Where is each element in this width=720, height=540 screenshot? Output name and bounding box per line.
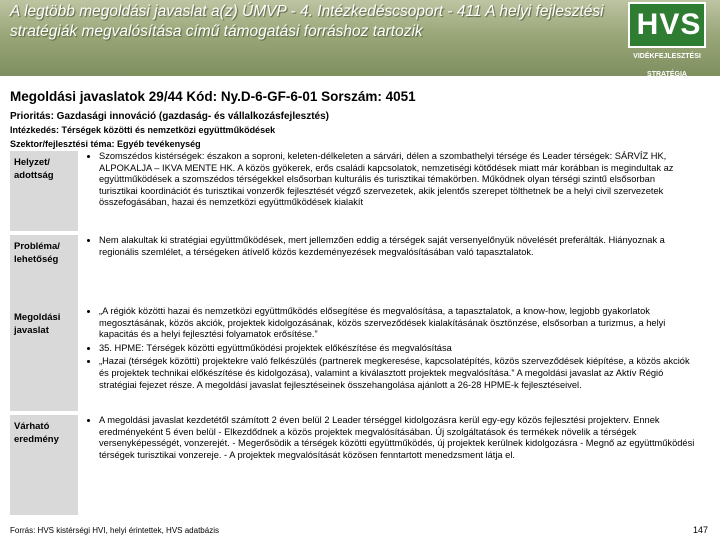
page-title: Megoldási javaslatok 29/44 Kód: Ny.D-6-GF-6-01 Sorszám: 4051	[10, 89, 416, 104]
bullet-item: • Nem alakultak ki stratégiai együttműködések, mert jellemzően eddig a térségek saját versenyelőnyük növelését preferálták. Hiányoznak a regionális szemlélet, a térségeken átívelő közös kezdeményezések megvalósításában való tapasztalatok.	[99, 235, 695, 258]
row-label: Várható eredmény	[10, 415, 78, 515]
row-content	[85, 415, 695, 463]
logo-caption: VIDÉKFEJLESZTÉSI STRATÉGIA	[633, 53, 701, 78]
source-footer: Forrás: HVS kistérségi HVI, helyi érintettek, HVS adatbázis	[10, 526, 219, 535]
header-banner	[0, 0, 720, 76]
logo-box	[628, 2, 706, 48]
bullet-item: • „Hazai (térségek közötti) projektekre való felkészülés (partnerek megkeresése, kapcsolatépítés, közös szerveződések kiépítése, a közös akciók és projektek technikai előkészítése és kidolgozása), valamint a kiválasztott projektek megvalósítása.” A megoldási javaslat az Aktív Régió stratégiai fejezet része. A megoldási javaslat fejlesztéseinek összehangolása ajánlott a 26-28 HPME-k fejlesztéseivel.	[99, 356, 695, 391]
row-content	[85, 235, 695, 260]
header-title: A legtöbb megoldási javaslat a(z) ÚMVP - 4. Intézkedéscsoport - 411 A helyi fejlesztési stratégiák megvalósítása című támogatási forráshoz tartozik	[10, 3, 604, 40]
row-content	[85, 151, 695, 211]
row-content	[85, 306, 695, 393]
page-number: 147	[692, 525, 708, 535]
row-label: Megoldási javaslat	[10, 306, 78, 411]
hvs-logo	[628, 2, 706, 78]
bullet-item: • Szomszédos kistérségek: északon a soproni, keleten-délkeleten a sárvári, délen a szombathelyi térsége és Leader térségek: SÁRVÍZ HK, ALPOKALJA – IKVA MENTE HK. A közös gyökerek, erős családi kapcsolatok, nemzetiségi kötődések miatt már korábban is megindultak az együttműködések a szomszédos térségekkel elsősorban kulturális és turisztikai témakörben. Működnek olyan térségi szintű elsősorban turisztikai koordinációt és turisztikai vonzerők fejlesztését végző szervezetek, akik jelentős szerepet tölthetnek be a helyi civil szervezetek összefogásában, hazai és nemzetközi együttműködések kialakít	[99, 151, 695, 209]
measure-line: Intézkedés: Térségek közötti és nemzetközi együttműködések	[10, 125, 276, 135]
bullet-item: • 35. HPME: Térségek közötti együttműködési projektek előkészítése és megvalósítása	[99, 343, 695, 355]
bullet-item: • A megoldási javaslat kezdetétől számított 2 éven belül 2 Leader térséggel kidolgozásra kerül egy-egy közös fejlesztési projekterv. Ennek eredményeként 5 éven belül - Elkezdődnek a közös projektek megvalósításában. Új szolgáltatások és termékek növelik a térségek versenyképességét, vonzerejét. - Megerősödik a térségek közötti együttműködés, új projektek kerülnek kidolgozásra - Megnő az együttműködési térségek turisztikai vonzereje. - A projektek megvalósítását közösen fenntartott menedzsment látja el.	[99, 415, 695, 461]
logo-letters: HVS	[636, 8, 702, 41]
bullet-item: • „A régiók közötti hazai és nemzetközi együttműködés elősegítése és megvalósítása, a tapasztalatok, a know-how, legjobb gyakorlatok megosztásának, közös akciók, projektek kidolgozásának, közös szerveződések kialakításának ösztönzése, elsősorban a turizmus, a helyi kapacitás és a helyi fejlesztési folyamatok erősítése.”	[99, 306, 695, 341]
sector-line: Szektor/fejlesztési téma: Egyéb tevékenység	[10, 139, 201, 149]
priority-line: Prioritás: Gazdasági innováció (gazdaság- és vállalkozásfejlesztés)	[10, 111, 330, 122]
row-label: Probléma/ lehetőség	[10, 235, 78, 307]
row-label: Helyzet/ adottság	[10, 151, 78, 231]
